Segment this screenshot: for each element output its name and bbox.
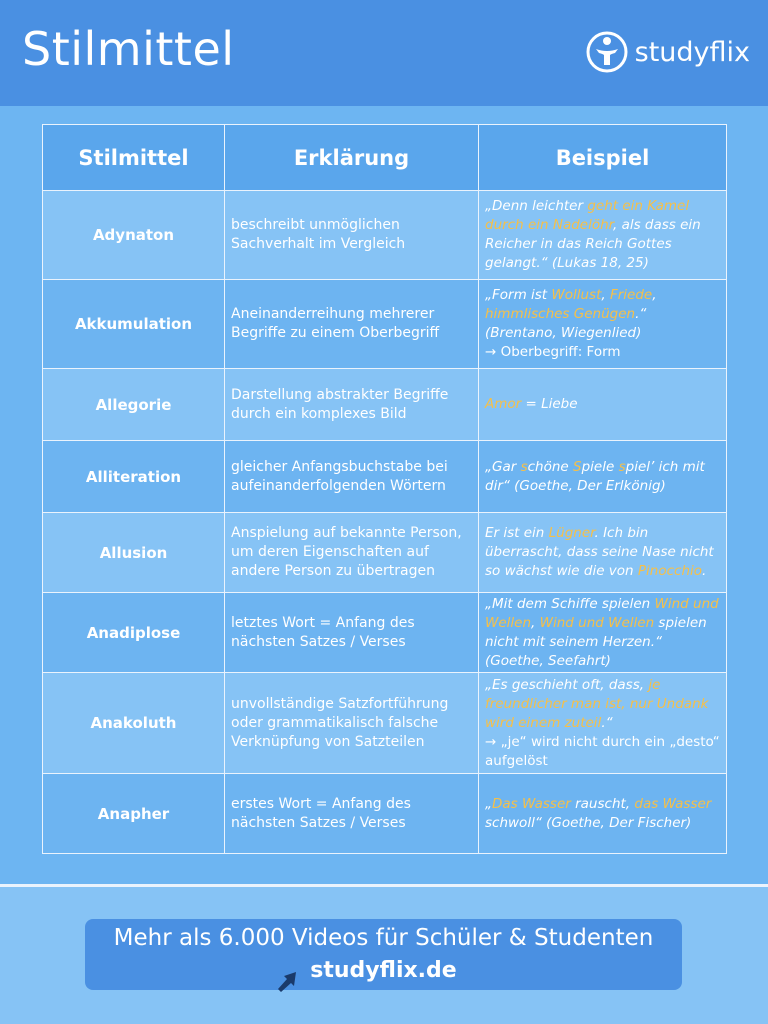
row-explanation: erstes Wort = Anfang des nächsten Satzes / Verses (225, 774, 479, 854)
brand-name: studyflix (634, 36, 750, 68)
example-highlight: Friede (609, 287, 653, 303)
example-text: chöne (527, 458, 574, 475)
row-explanation: unvollständige Satzfortführung oder grammatikalisch falsche Verknüpfung von Satzteilen (225, 673, 479, 774)
example-text: schwoll“ (Goethe, Der Fischer) (485, 814, 692, 831)
cta-link[interactable]: studyflix.de (310, 958, 457, 983)
example-highlight: Wollust (551, 287, 602, 303)
example-highlight: je freundlicher man ist, nur Undank wird einem zuteil (485, 676, 709, 731)
column-header-erklaerung: Erklärung (225, 125, 479, 191)
table-row (43, 441, 727, 513)
row-term: Allegorie (43, 369, 225, 441)
row-example (479, 673, 727, 774)
example-highlight: Amor (485, 396, 522, 412)
row-explanation: gleicher Anfangsbuchstabe bei aufeinanderfolgenden Wörtern (225, 441, 479, 513)
row-example (479, 513, 727, 593)
example-text: , als dass ein Reicher in das Reich Gottes gelangt.“ (Lukas 18, 25) (485, 217, 701, 271)
row-explanation: Aneinanderreihung mehrerer Begriffe zu einem Oberbegriff (225, 280, 479, 369)
example-text: piel’ ich mit dir“ (Goethe, Der Erlkönig) (485, 458, 705, 494)
column-header-beispiel: Beispiel (479, 125, 727, 191)
studyflix-logo-icon (585, 30, 629, 74)
example-text: → Oberbegriff: Form (485, 344, 621, 360)
row-explanation: Anspielung auf bekannte Person, um deren Eigenschaften auf andere Person zu übertragen (225, 513, 479, 593)
example-highlight: s (618, 458, 626, 475)
stilmittel-table (42, 124, 727, 854)
table-row (43, 593, 727, 673)
example-text: . (702, 563, 707, 579)
example-text: „Form ist (485, 287, 552, 303)
table-row (43, 774, 727, 854)
row-term: Akkumulation (43, 280, 225, 369)
row-term: Anadiplose (43, 593, 225, 673)
example-text: → „je“ wird nicht durch ein „desto“ aufgelöst (485, 733, 720, 769)
table-row (43, 369, 727, 441)
row-term: Anakoluth (43, 673, 225, 774)
example-text: „Gar (485, 458, 521, 475)
row-example (479, 191, 727, 280)
example-highlight: Wind und Wellen (539, 614, 655, 631)
table-row (43, 673, 727, 774)
header-bar (0, 0, 768, 106)
example-highlight: Wind und Wellen (485, 595, 719, 631)
row-term: Allusion (43, 513, 225, 593)
row-explanation: beschreibt unmöglichen Sachverhalt im Vergleich (225, 191, 479, 280)
row-term: Anapher (43, 774, 225, 854)
row-example (479, 593, 727, 673)
example-text: = Liebe (521, 396, 578, 412)
example-text: „ (485, 795, 492, 812)
page-title: Stilmittel (22, 22, 235, 76)
row-explanation: Darstellung abstrakter Begriffe durch ein komplexes Bild (225, 369, 479, 441)
row-example (479, 280, 727, 369)
example-text: . Ich bin überrascht, dass seine Nase nicht so wächst wie die von (485, 525, 714, 579)
table-header-row (43, 125, 727, 191)
row-explanation: letztes Wort = Anfang des nächsten Satzes / Verses (225, 593, 479, 673)
example-highlight: himmlisches Genügen (485, 306, 636, 322)
example-text: „Es geschieht oft, dass, (485, 676, 649, 693)
example-text: , (652, 287, 657, 303)
cta-text: Mehr als 6.000 Videos für Schüler & Studenten (113, 925, 654, 951)
example-text: „Mit dem Schiffe spielen (485, 595, 655, 612)
example-text: , (601, 287, 610, 303)
example-highlight: Das Wasser (492, 795, 571, 812)
table-row (43, 191, 727, 280)
brand-logo[interactable] (585, 30, 750, 74)
example-highlight: geht ein Kamel durch ein Nadelöhr (485, 198, 690, 233)
table-row (43, 280, 727, 369)
example-text: .“ (Brentano, Wiegenlied) (485, 306, 647, 341)
example-text: piele (581, 458, 619, 475)
row-example (479, 441, 727, 513)
cursor-arrow-icon (276, 970, 300, 994)
column-header-stilmittel: Stilmittel (43, 125, 225, 191)
row-term: Alliteration (43, 441, 225, 513)
example-text: , (531, 614, 540, 631)
cta-banner[interactable] (85, 919, 682, 990)
example-highlight: s (520, 458, 528, 475)
example-text: rauscht, (570, 795, 635, 812)
example-highlight: das Wasser (634, 795, 712, 812)
row-example (479, 369, 727, 441)
example-highlight: Pinocchio (637, 563, 703, 579)
table-row (43, 513, 727, 593)
example-text: spielen nicht mit seinem Herzen.“ (Goethe, Seefahrt) (485, 614, 707, 669)
row-term: Adynaton (43, 191, 225, 280)
example-text: Er ist ein (485, 525, 549, 541)
example-text: „Denn leichter (485, 198, 588, 214)
example-text: .“ (601, 714, 613, 731)
row-example (479, 774, 727, 854)
example-highlight: Lügner (548, 525, 595, 541)
example-highlight: S (573, 458, 582, 475)
